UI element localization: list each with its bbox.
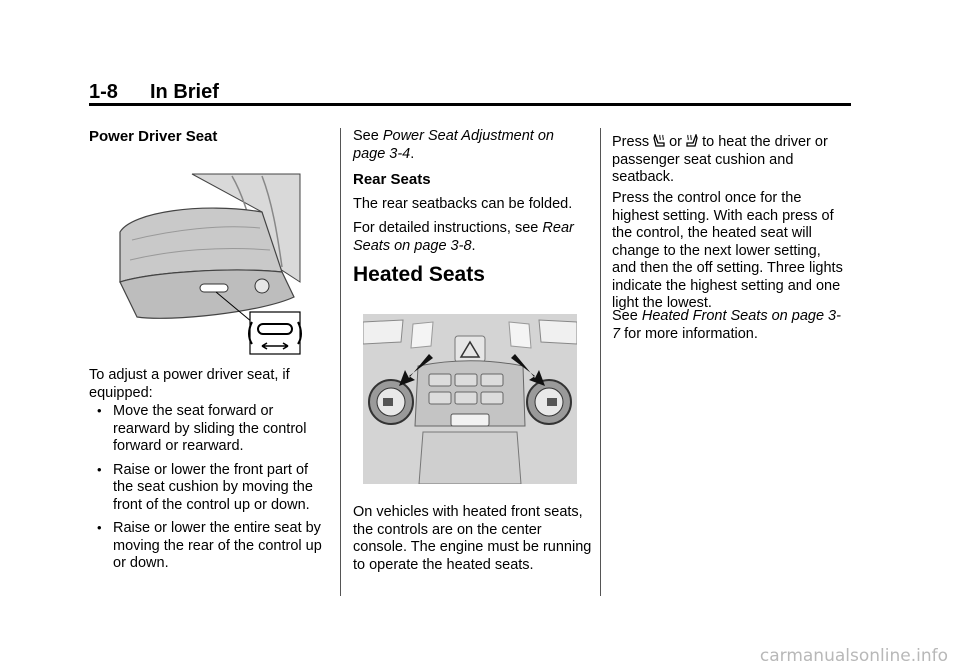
- see-prefix: See: [353, 128, 383, 144]
- rear-seats-p2: [353, 220, 583, 255]
- watermark: carmanualsonline.info: [759, 646, 948, 666]
- column-divider-1: [340, 128, 341, 596]
- press-paragraph: [612, 134, 847, 187]
- press-suffix: to heat the driver or passenger seat cushion and seatback.: [612, 134, 828, 185]
- rear-p2-prefix: For detailed instructions, see: [353, 220, 543, 236]
- section-title: In Brief: [150, 81, 219, 103]
- passenger-heated-seat-icon: [686, 134, 698, 148]
- heated-seats-caption: On vehicles with heated front seats, the controls are on the center console. The engine must be running to operate the heated seats.: [353, 504, 592, 573]
- press-or: or: [665, 134, 687, 150]
- list-item: • Move the seat forward or rearward by sliding the control forward or rearward.: [89, 403, 329, 456]
- see3-suffix: for more information.: [620, 325, 758, 342]
- seat-adjust-list: [89, 403, 329, 579]
- see-suffix: .: [410, 145, 415, 162]
- list-item: • Raise or lower the entire seat by moving the rear of the control up or down.: [89, 520, 329, 573]
- heading-rear-seats: Rear Seats: [353, 171, 431, 188]
- see3-prefix: See: [612, 308, 642, 324]
- press-prefix: Press: [612, 134, 654, 150]
- see-power-seat-paragraph: [353, 128, 583, 163]
- rear-seats-p1: The rear seatbacks can be folded.: [353, 196, 573, 212]
- rear-seats-link[interactable]: Rear Seats on page 3-8: [353, 220, 574, 254]
- intro-text: To adjust a power driver seat, if equipped:: [89, 367, 290, 401]
- heading-power-driver-seat: Power Driver Seat: [89, 128, 218, 145]
- list-item: • Raise or lower the front part of the seat cushion by moving the front of the control up or down.: [89, 462, 329, 515]
- driver-heated-seat-icon: [653, 134, 665, 148]
- power-seat-illustration: [112, 172, 302, 355]
- control-settings-paragraph: Press the control once for the highest setting. With each press of the control, the heated seat will change to the next lower setting, and then the off setting. Three lights indicate the highest setting and one light the lowest.: [612, 190, 843, 311]
- column-divider-2: [600, 128, 601, 596]
- heated-front-seats-link[interactable]: Heated Front Seats on page 3-7: [612, 308, 841, 342]
- see-power-seat-link[interactable]: Power Seat Adjustment on page 3-4: [353, 128, 554, 162]
- heading-heated-seats: Heated Seats: [353, 263, 485, 286]
- page-number: 1-8: [89, 81, 118, 103]
- header-rule: [89, 103, 851, 106]
- see-heated-seats-paragraph: [612, 308, 847, 343]
- heated-seat-controls-illustration: [363, 314, 577, 484]
- rear-p2-suffix: .: [471, 237, 476, 254]
